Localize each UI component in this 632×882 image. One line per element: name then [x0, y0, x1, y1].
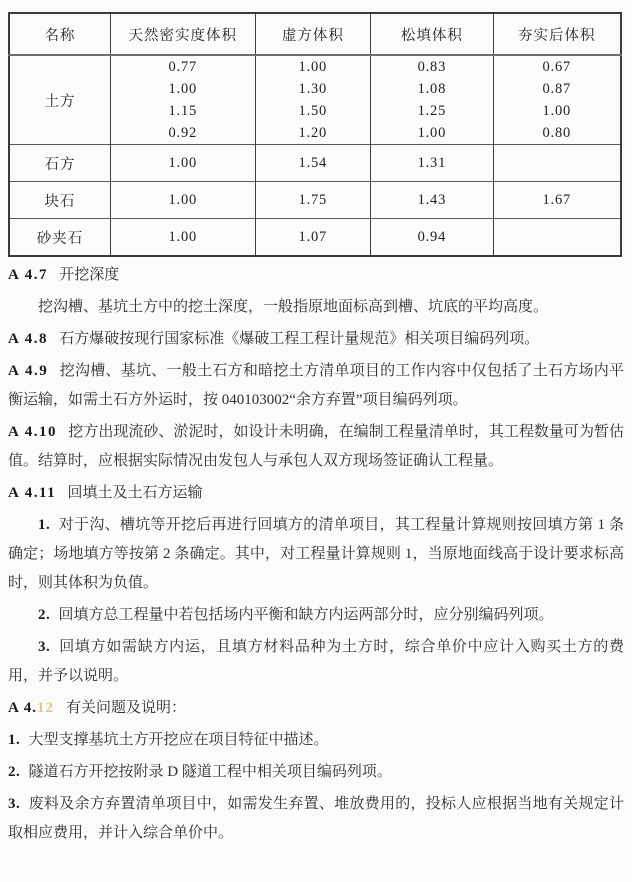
table-value: 1.67 [542, 192, 572, 208]
value-cell [255, 55, 371, 145]
table-value: 0.94 [417, 229, 447, 245]
table-value: 0.92 [168, 125, 198, 141]
clause-a47-body [8, 293, 624, 322]
value-cell [111, 145, 255, 182]
value-cell [371, 219, 493, 257]
value-cell [493, 145, 621, 182]
value-cell [493, 182, 621, 219]
value-cell [493, 219, 621, 257]
table-value: 1.30 [298, 81, 328, 97]
material-name-cell: 土方 [9, 55, 111, 145]
paragraph-text: 有关问题及说明： [66, 700, 187, 716]
paragraph-text: 回填方如需缺方内运，且填方材料品种为土方时，综合单价中应计入购买土方的费用，并予以说明。 [8, 639, 624, 684]
text-content [8, 261, 624, 848]
section-label: A 4.9 [8, 363, 49, 379]
table-value: 1.25 [417, 103, 447, 119]
table-value: 1.00 [298, 59, 328, 75]
table-value: 1.08 [417, 81, 447, 97]
table-value: 1.00 [417, 125, 447, 141]
clause-a412-heading [8, 694, 624, 723]
paragraph-text: 隧道石方开挖按附录 D 隧道工程中相关项目编码列项。 [28, 764, 392, 780]
clause-a411-item-1 [8, 511, 624, 598]
table-value: 1.00 [542, 103, 572, 119]
table-value: 1.00 [168, 192, 198, 208]
column-header: 夯实后体积 [493, 13, 621, 55]
value-cell [255, 145, 371, 182]
value-cell [371, 55, 493, 145]
clause-a412-note-3 [8, 790, 624, 848]
section-label: A 4.10 [8, 424, 58, 440]
table-value: 1.00 [168, 155, 198, 171]
table-value: 1.50 [298, 103, 328, 119]
clause-a48 [8, 325, 624, 354]
table-value: 1.00 [168, 229, 198, 245]
section-label: 3. [8, 796, 21, 812]
paragraph-text: 开挖深度 [59, 267, 120, 283]
table-value: 1.20 [298, 125, 328, 141]
clause-a411-item-2 [8, 601, 624, 630]
clause-a412-note-2 [8, 758, 624, 787]
paragraph-text: 回填方总工程量中若包括场内平衡和缺方内运两部分时，应分别编码列项。 [58, 607, 554, 623]
table-value: 1.00 [168, 81, 198, 97]
material-name-cell: 砂夹石 [9, 219, 111, 257]
clause-a412-note-1 [8, 726, 624, 755]
value-cell [255, 182, 371, 219]
clause-a47-heading [8, 261, 624, 290]
value-cell [111, 182, 255, 219]
table-row [9, 145, 621, 182]
clause-a411-heading [8, 479, 624, 508]
material-name-cell: 石方 [9, 145, 111, 182]
table-value: 1.31 [417, 155, 447, 171]
column-header: 松填体积 [371, 13, 493, 55]
paragraph-text: 对于沟、槽坑等开挖后再进行回填方的清单项目，其工程量计算规则按回填方第 1 条确定；场地填方等按第 2 条确定。其中，对工程量计算规则 1，当原地面线高于设计要求标高时，则其体积为负值。 [8, 517, 624, 591]
paragraph-text: 石方爆破按现行国家标准《爆破工程工程计量规范》相关项目编码列项。 [59, 331, 540, 347]
table-header [9, 13, 621, 55]
section-label: 3. [38, 639, 51, 655]
paragraph-text: 挖沟槽、基坑、一般土石方和暗挖土方清单项目的工作内容中仅包括了土石方场内平衡运输，如需土石方外运时，按 040103002“余方弃置”项目编码列项。 [8, 363, 624, 408]
column-header: 虚方体积 [255, 13, 371, 55]
column-header: 名称 [9, 13, 111, 55]
paragraph-text: 废料及余方弃置清单项目中，如需发生弃置、堆放费用的，投标人应根据当地有关规定计取相应费用，并计入综合单价中。 [8, 796, 624, 841]
clause-a410 [8, 418, 624, 476]
paragraph-text: 大型支撑基坑土方开挖应在项目特征中描述。 [28, 732, 329, 748]
table-row [9, 55, 621, 145]
value-cell [255, 219, 371, 257]
clause-a411-item-3 [8, 633, 624, 691]
table-value: 1.54 [298, 155, 328, 171]
table-row [9, 219, 621, 257]
section-label: A 4.11 [8, 485, 57, 501]
table-header-row [9, 13, 621, 55]
table-value: 1.75 [298, 192, 328, 208]
material-name-cell: 块石 [9, 182, 111, 219]
table-value: 0.87 [542, 81, 572, 97]
table-body [9, 55, 621, 256]
section-label: A 4. [8, 700, 38, 716]
section-label: A 4.7 [8, 267, 49, 283]
section-label: 1. [38, 517, 51, 533]
paragraph-text: 回填土及土石方运输 [67, 485, 203, 501]
table-value: 1.43 [417, 192, 447, 208]
section-label: 1. [8, 732, 21, 748]
table-value: 1.07 [298, 229, 328, 245]
value-cell [371, 145, 493, 182]
table-row [9, 182, 621, 219]
faded-section-number: 12 [37, 700, 55, 716]
table-value: 0.77 [168, 59, 198, 75]
value-cell [493, 55, 621, 145]
value-cell [111, 55, 255, 145]
volume-conversion-table [8, 12, 622, 257]
value-cell [111, 219, 255, 257]
paragraph-text: 挖沟槽、基坑土方中的挖土深度，一般指原地面标高到槽、坑底的平均高度。 [38, 299, 549, 315]
table-value: 1.15 [168, 103, 198, 119]
table-value: 0.67 [542, 59, 572, 75]
section-label: 2. [38, 607, 51, 623]
section-label: 2. [8, 764, 21, 780]
section-label: A 4.8 [8, 331, 49, 347]
table-value: 0.80 [542, 125, 572, 141]
clause-a49 [8, 357, 624, 415]
paragraph-text: 挖方出现流砂、淤泥时，如设计未明确，在编制工程量清单时，其工程数量可为暂估值。结算时，应根据实际情况由发包人与承包人双方现场签证确认工程量。 [8, 424, 624, 469]
table-value: 0.83 [417, 59, 447, 75]
column-header: 天然密实度体积 [111, 13, 255, 55]
value-cell [371, 182, 493, 219]
